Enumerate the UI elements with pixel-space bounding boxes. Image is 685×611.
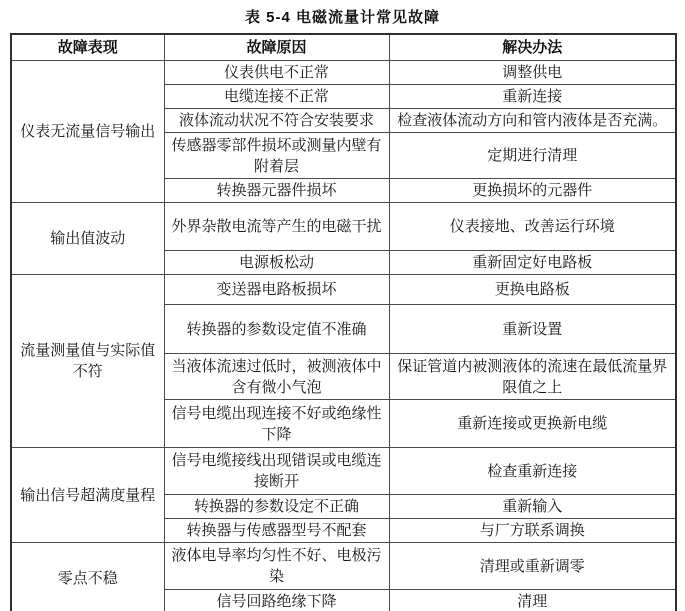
solution-cell: 清理或重新调零	[389, 543, 676, 590]
solution-cell: 重新设置	[389, 305, 676, 354]
cause-cell: 信号回路绝缘下降	[164, 590, 389, 611]
cause-cell: 转换器与传感器型号不配套	[164, 519, 389, 543]
symptom-cell-value-mismatch: 流量测量值与实际值不符	[11, 275, 164, 448]
solution-cell: 与厂方联系调换	[389, 519, 676, 543]
cause-cell: 外界杂散电流等产生的电磁干扰	[164, 203, 389, 251]
cause-cell: 变送器电路板损坏	[164, 275, 389, 305]
symptom-cell-zero-unstable: 零点不稳	[11, 543, 164, 611]
cause-cell: 转换器元器件损坏	[164, 179, 389, 203]
solution-cell: 检查液体流动方向和管内液体是否充满。	[389, 109, 676, 133]
solution-cell: 重新固定好电路板	[389, 251, 676, 275]
table-row	[11, 448, 676, 495]
cause-cell: 转换器的参数设定不正确	[164, 495, 389, 519]
solution-cell: 重新连接	[389, 85, 676, 109]
cause-cell: 转换器的参数设定值不准确	[164, 305, 389, 354]
solution-cell: 重新连接或更换新电缆	[389, 400, 676, 448]
symptom-cell-no-signal: 仪表无流量信号输出	[11, 61, 164, 203]
solution-cell: 调整供电	[389, 61, 676, 85]
symptom-cell-over-range: 输出信号超满度量程	[11, 448, 164, 543]
solution-cell: 定期进行清理	[389, 133, 676, 179]
solution-cell: 清理	[389, 590, 676, 611]
cause-cell: 液体流动状况不符合安装要求	[164, 109, 389, 133]
solution-cell: 更换损坏的元器件	[389, 179, 676, 203]
solution-cell: 检查重新连接	[389, 448, 676, 495]
symptom-cell-output-fluctuation: 输出值波动	[11, 203, 164, 275]
header-solution: 解决办法	[389, 34, 676, 61]
table-row	[11, 61, 676, 85]
cause-cell: 仪表供电不正常	[164, 61, 389, 85]
table-title: 表 5-4 电磁流量计常见故障	[244, 9, 441, 26]
solution-cell: 更换电路板	[389, 275, 676, 305]
fault-table	[10, 33, 677, 611]
solution-cell: 仪表接地、改善运行环境	[389, 203, 676, 251]
cause-cell: 电缆连接不正常	[164, 85, 389, 109]
cause-cell: 信号电缆接线出现错误或电缆连接断开	[164, 448, 389, 495]
table-row	[11, 203, 676, 251]
cause-cell: 液体电导率均匀性不好、电极污染	[164, 543, 389, 590]
header-fault-symptom: 故障表现	[11, 34, 164, 61]
table-row	[11, 543, 676, 590]
table-row	[11, 275, 676, 305]
cause-cell: 当液体流速过低时，被测液体中含有微小气泡	[164, 354, 389, 400]
cause-cell: 传感器零部件损坏或测量内壁有附着层	[164, 133, 389, 179]
header-fault-cause: 故障原因	[164, 34, 389, 61]
header-row	[11, 34, 676, 61]
cause-cell: 电源板松动	[164, 251, 389, 275]
solution-cell: 重新输入	[389, 495, 676, 519]
solution-cell: 保证管道内被测液体的流速在最低流量界限值之上	[389, 354, 676, 400]
cause-cell: 信号电缆出现连接不好或绝缘性下降	[164, 400, 389, 448]
